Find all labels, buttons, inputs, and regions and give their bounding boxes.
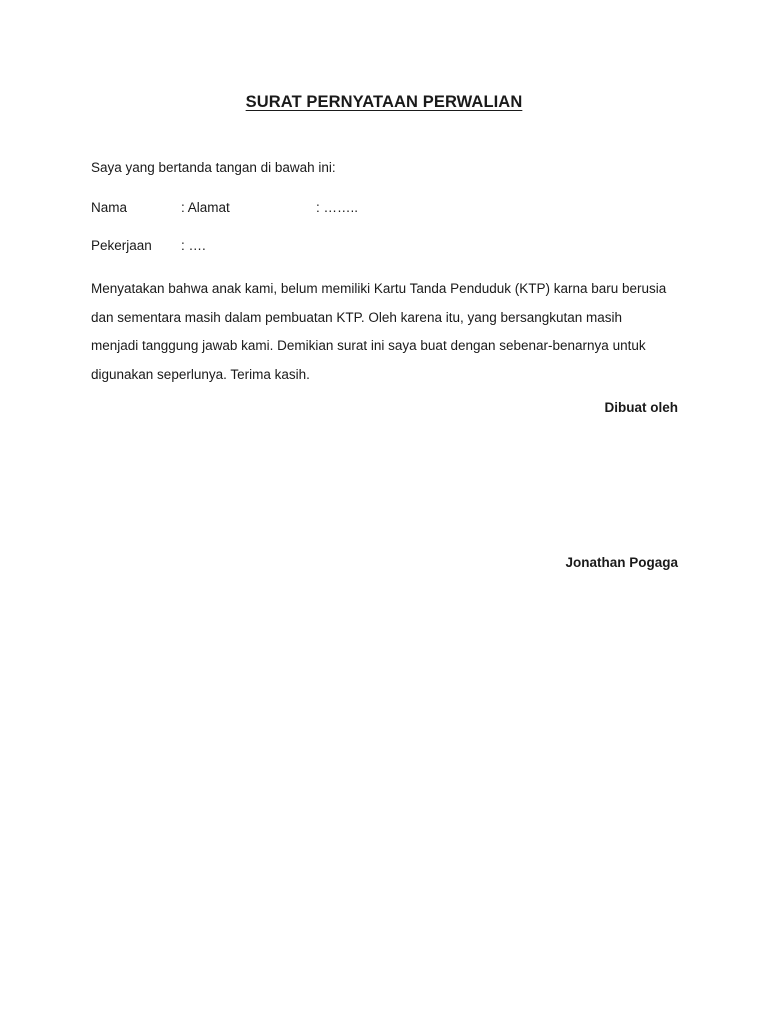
paragraph-line: dan sementara masih dalam pembuatan KTP. Oleh karena itu, yang bersangkutan masih [91, 309, 623, 325]
alamat-value: : …….. [316, 200, 359, 215]
nama-label: Nama [91, 200, 128, 215]
document-title: SURAT PERNYATAAN PERWALIAN [245, 93, 523, 111]
pekerjaan-label: Pekerjaan [91, 238, 152, 253]
paragraph-line: digunakan seperlunya. Terima kasih. [91, 366, 310, 382]
closing-text: Dibuat oleh [604, 400, 678, 415]
paragraph-line: menjadi tanggung jawab kami. Demikian surat ini saya buat dengan sebenar-benarnya untuk [91, 338, 646, 353]
statement-paragraph [91, 275, 691, 389]
paragraph-line: Menyatakan bahwa anak kami, belum memiliki Kartu Tanda Penduduk (KTP) karna baru berusia [91, 281, 667, 296]
intro-text: Saya yang bertanda tangan di bawah ini: [91, 160, 336, 175]
alamat-label: : Alamat [181, 200, 230, 215]
signer-name: Jonathan Pogaga [565, 555, 678, 570]
pekerjaan-value: : …. [181, 238, 206, 253]
